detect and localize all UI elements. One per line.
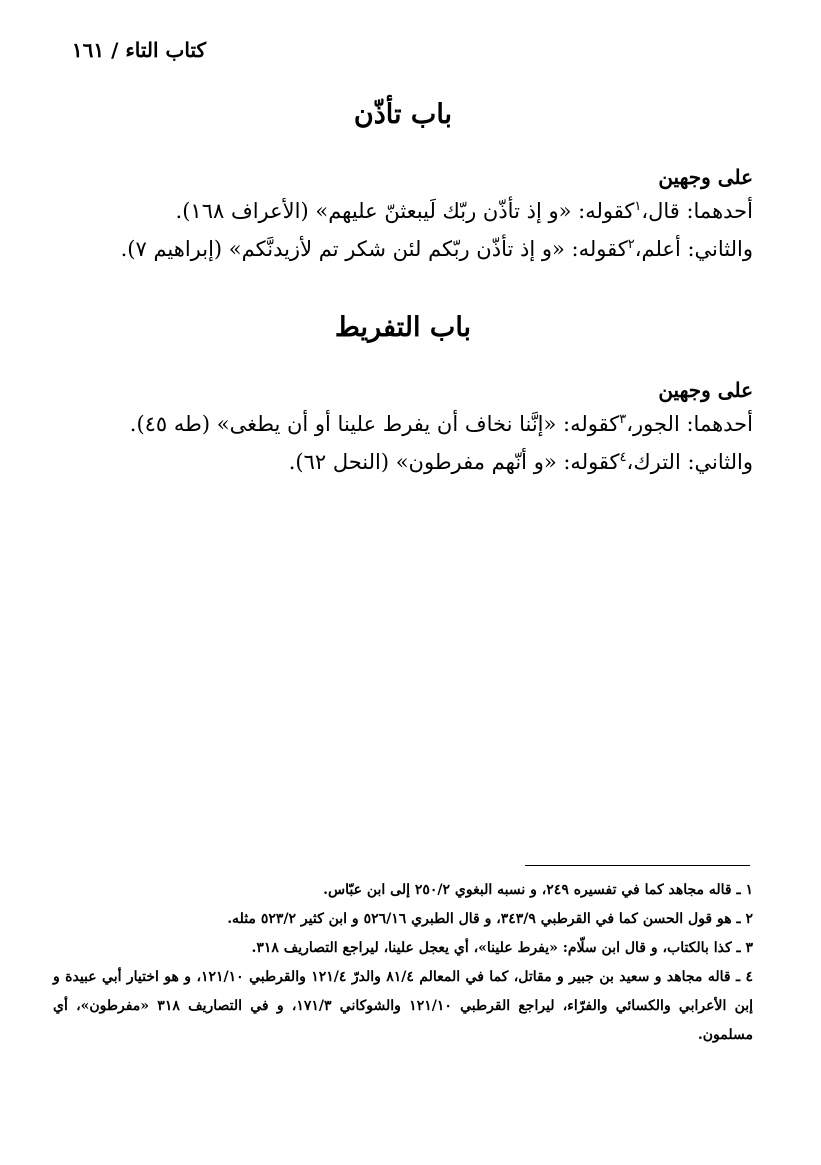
section-subheading: على وجهين	[658, 165, 753, 189]
meaning-line	[53, 443, 753, 481]
running-header: كتاب التاء / ١٦١	[71, 38, 206, 62]
footnote-ref[interactable]: ٣	[619, 412, 627, 427]
footnote-ref[interactable]: ٢	[627, 237, 635, 252]
meaning-lead: والثاني: أعلم،	[634, 237, 753, 261]
section-subheading: على وجهين	[658, 378, 753, 402]
section-title: باب التفريط	[334, 312, 472, 343]
footnotes	[53, 876, 753, 1050]
section-ta-adhana	[53, 95, 753, 268]
meaning-text: كقوله: «و إذ تأذّن ربّك لَيبعثنّ عليهم» (الأعراف ١٦٨).	[175, 199, 635, 223]
section-tafrit	[53, 308, 753, 481]
footnote-ref[interactable]: ١	[634, 199, 642, 214]
footnote: ٣ ـ كذا بالكتاب، و قال ابن سلّام: «يفرط علينا»، أي يعجل علينا، ليراجع التصاريف ٣١٨.	[251, 940, 753, 956]
meaning-lead: أحدهما: قال،	[641, 199, 753, 223]
footnote: ٤ ـ قاله مجاهد و سعيد بن جبير و مقاتل، كما في المعالم ٨١/٤ والدرّ ١٢١/٤ والقرطبي ١٢١/١٠، و هو اختيار أبي عبيدة و إبن الأعرابي والكسائي والفرّاء، ليراجع القرطبي ١٢١/١٠ والشوكاني ١٧١/٣، و في التصاريف ٣١٨ «مفرطون»، أي مسلمون.	[53, 969, 754, 1043]
footnote: ١ ـ قاله مجاهد كما في تفسيره ٢٤٩، و نسبه البغوي ٢٥٠/٢ إلى ابن عبّاس.	[323, 882, 753, 898]
meaning-line	[53, 405, 753, 443]
meaning-line	[53, 230, 753, 268]
footnote-divider	[525, 865, 750, 866]
meaning-text: كقوله: «إنَّنا نخاف أن يفرط علينا أو أن يطغى» (طه ٤٥).	[129, 412, 620, 436]
meaning-lead: أحدهما: الجور،	[626, 412, 753, 436]
footnote: ٢ ـ هو قول الحسن كما في القرطبي ٣٤٣/٩، و قال الطبري ٥٢٦/١٦ و ابن كثير ٥٢٣/٢ مثله.	[227, 911, 753, 927]
meaning-line	[53, 192, 753, 230]
section-title: باب تأذّن	[353, 99, 453, 130]
footnote-ref[interactable]: ٤	[619, 450, 627, 465]
meaning-text: كقوله: «و أنّهم مفرطون» (النحل ٦٢).	[288, 450, 620, 474]
meaning-lead: والثاني: الترك،	[626, 450, 753, 474]
meaning-text: كقوله: «و إذ تأذّن ربّكم لئن شكر تم لأزيدنَّكم» (إبراهيم ٧).	[120, 237, 628, 261]
